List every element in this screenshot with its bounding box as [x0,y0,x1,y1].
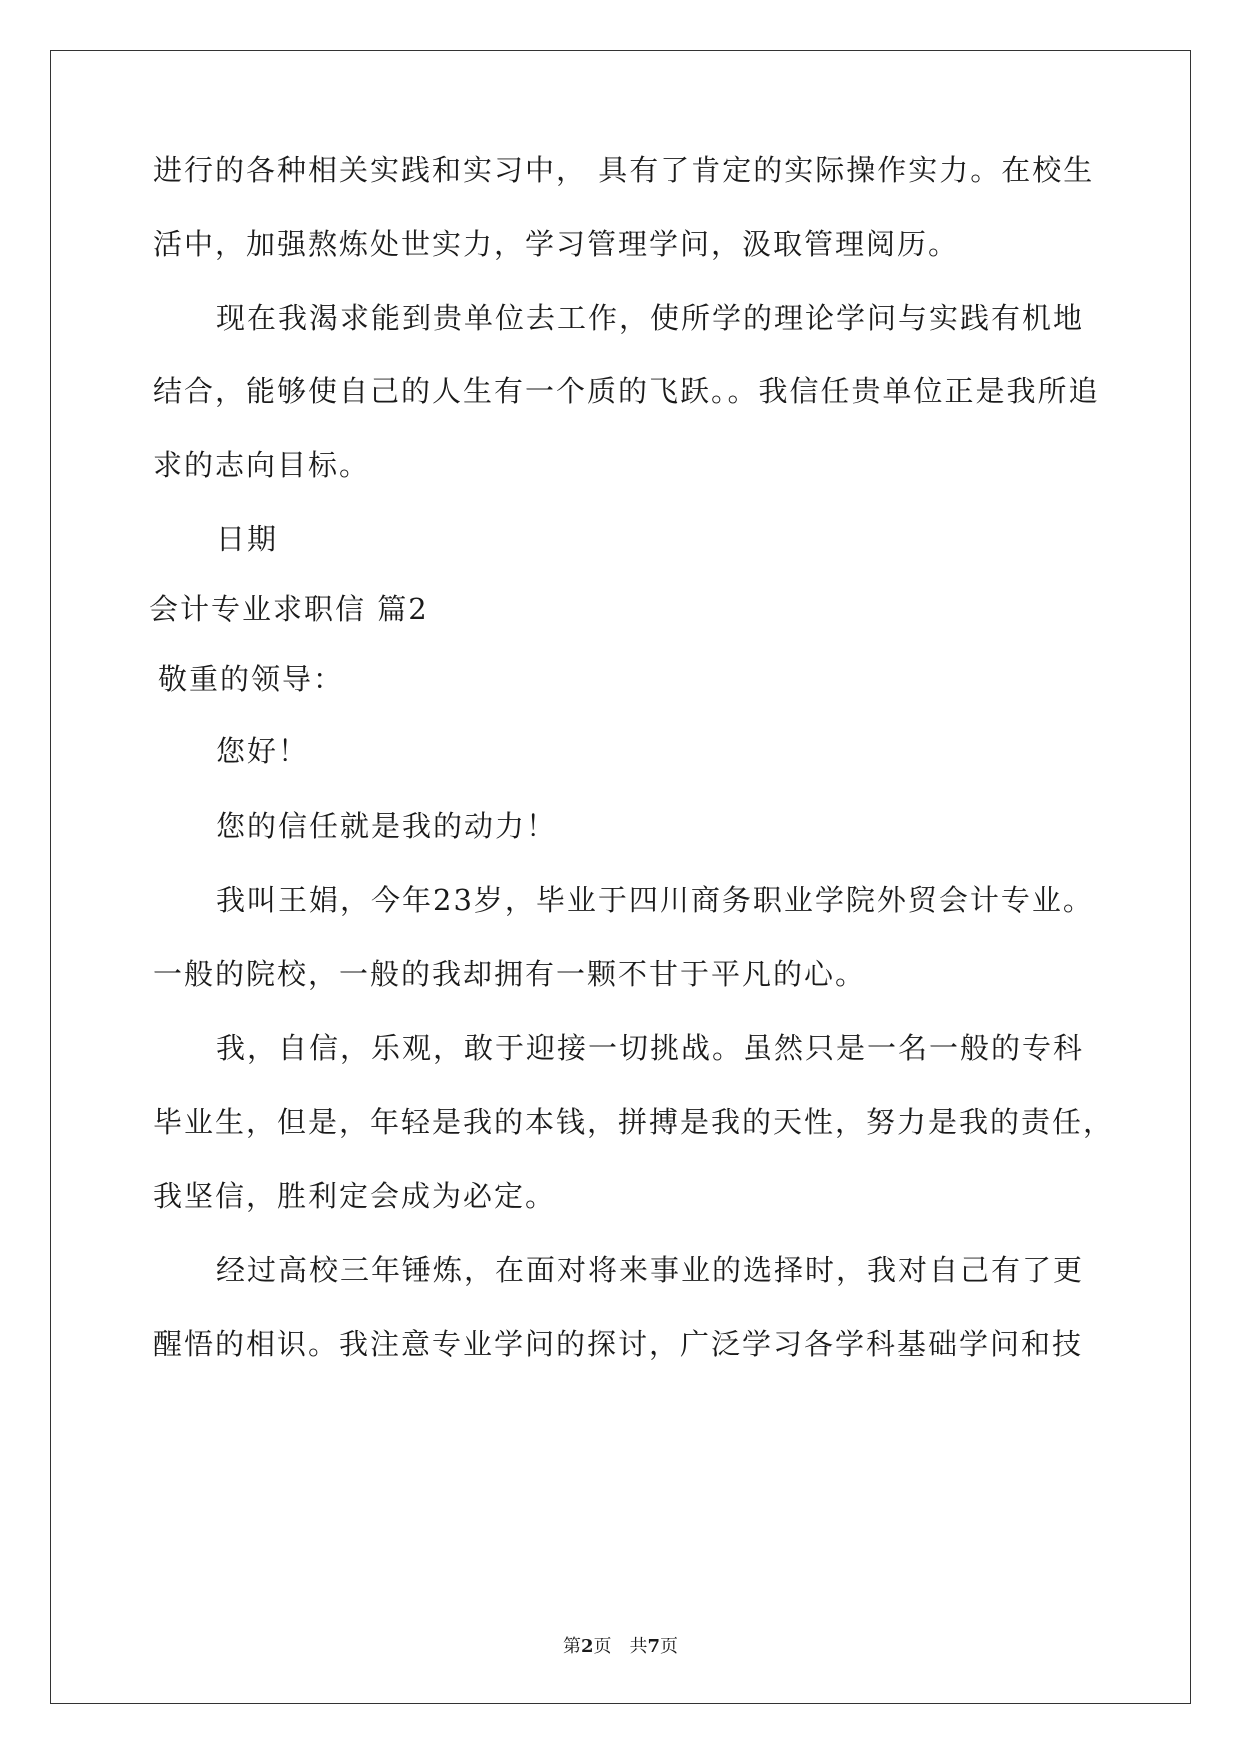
page-number: 2 [580,1636,594,1657]
paragraph-start: 经过高校三年锤炼，在面对将来事业的选择时，我对自己有了更 [216,1253,1085,1287]
text-line: 一般的院校，一般的我却拥有一颗不甘于平凡的心。 [153,957,867,991]
text-line: 毕业生，但是，年轻是我的本钱，拼搏是我的天性，努力是我的责任， [153,1105,1115,1139]
greeting: 您好！ [216,734,310,768]
text-line: 我坚信，胜利定会成为必定。 [153,1179,557,1213]
paragraph-start: 我，自信，乐观，敢于迎接一切挑战。虽然只是一名一般的专科 [216,1031,1085,1065]
section-heading: 会计专业求职信 篇2 [149,592,429,626]
page-prefix: 第 [562,1636,581,1657]
salutation: 敬重的领导： [158,662,345,696]
total-prefix: 共 [629,1636,648,1657]
text-line: 醒悟的相识。我注意专业学问的探讨，广泛学习各学科基础学问和技 [153,1327,1084,1361]
text-line: 结合，能够使自己的人生有一个质的飞跃。。我信任贵单位正是我所追 [153,374,1100,408]
text-line: 活中，加强熬炼处世实力，学习管理学问，汲取管理阅历。 [153,227,960,261]
date-label: 日期 [216,522,279,556]
page-border [50,50,1191,1704]
paragraph-start: 现在我渴求能到贵单位去工作，使所学的理论学问与实践有机地 [216,301,1085,335]
text-line: 求的志向目标。 [153,448,371,482]
paragraph-start: 我叫王娟，今年23岁，毕业于四川商务职业学院外贸会计专业。 [216,883,1094,917]
total-pages: 7 [647,1636,661,1657]
page-footer [0,1635,1241,1659]
total-suffix: 页 [660,1636,679,1657]
page-suffix: 页 [593,1636,612,1657]
text-line: 进行的各种相关实践和实习中， 具有了肯定的实际操作实力。在校生 [153,153,1095,187]
paragraph-start: 您的信任就是我的动力！ [216,809,558,843]
